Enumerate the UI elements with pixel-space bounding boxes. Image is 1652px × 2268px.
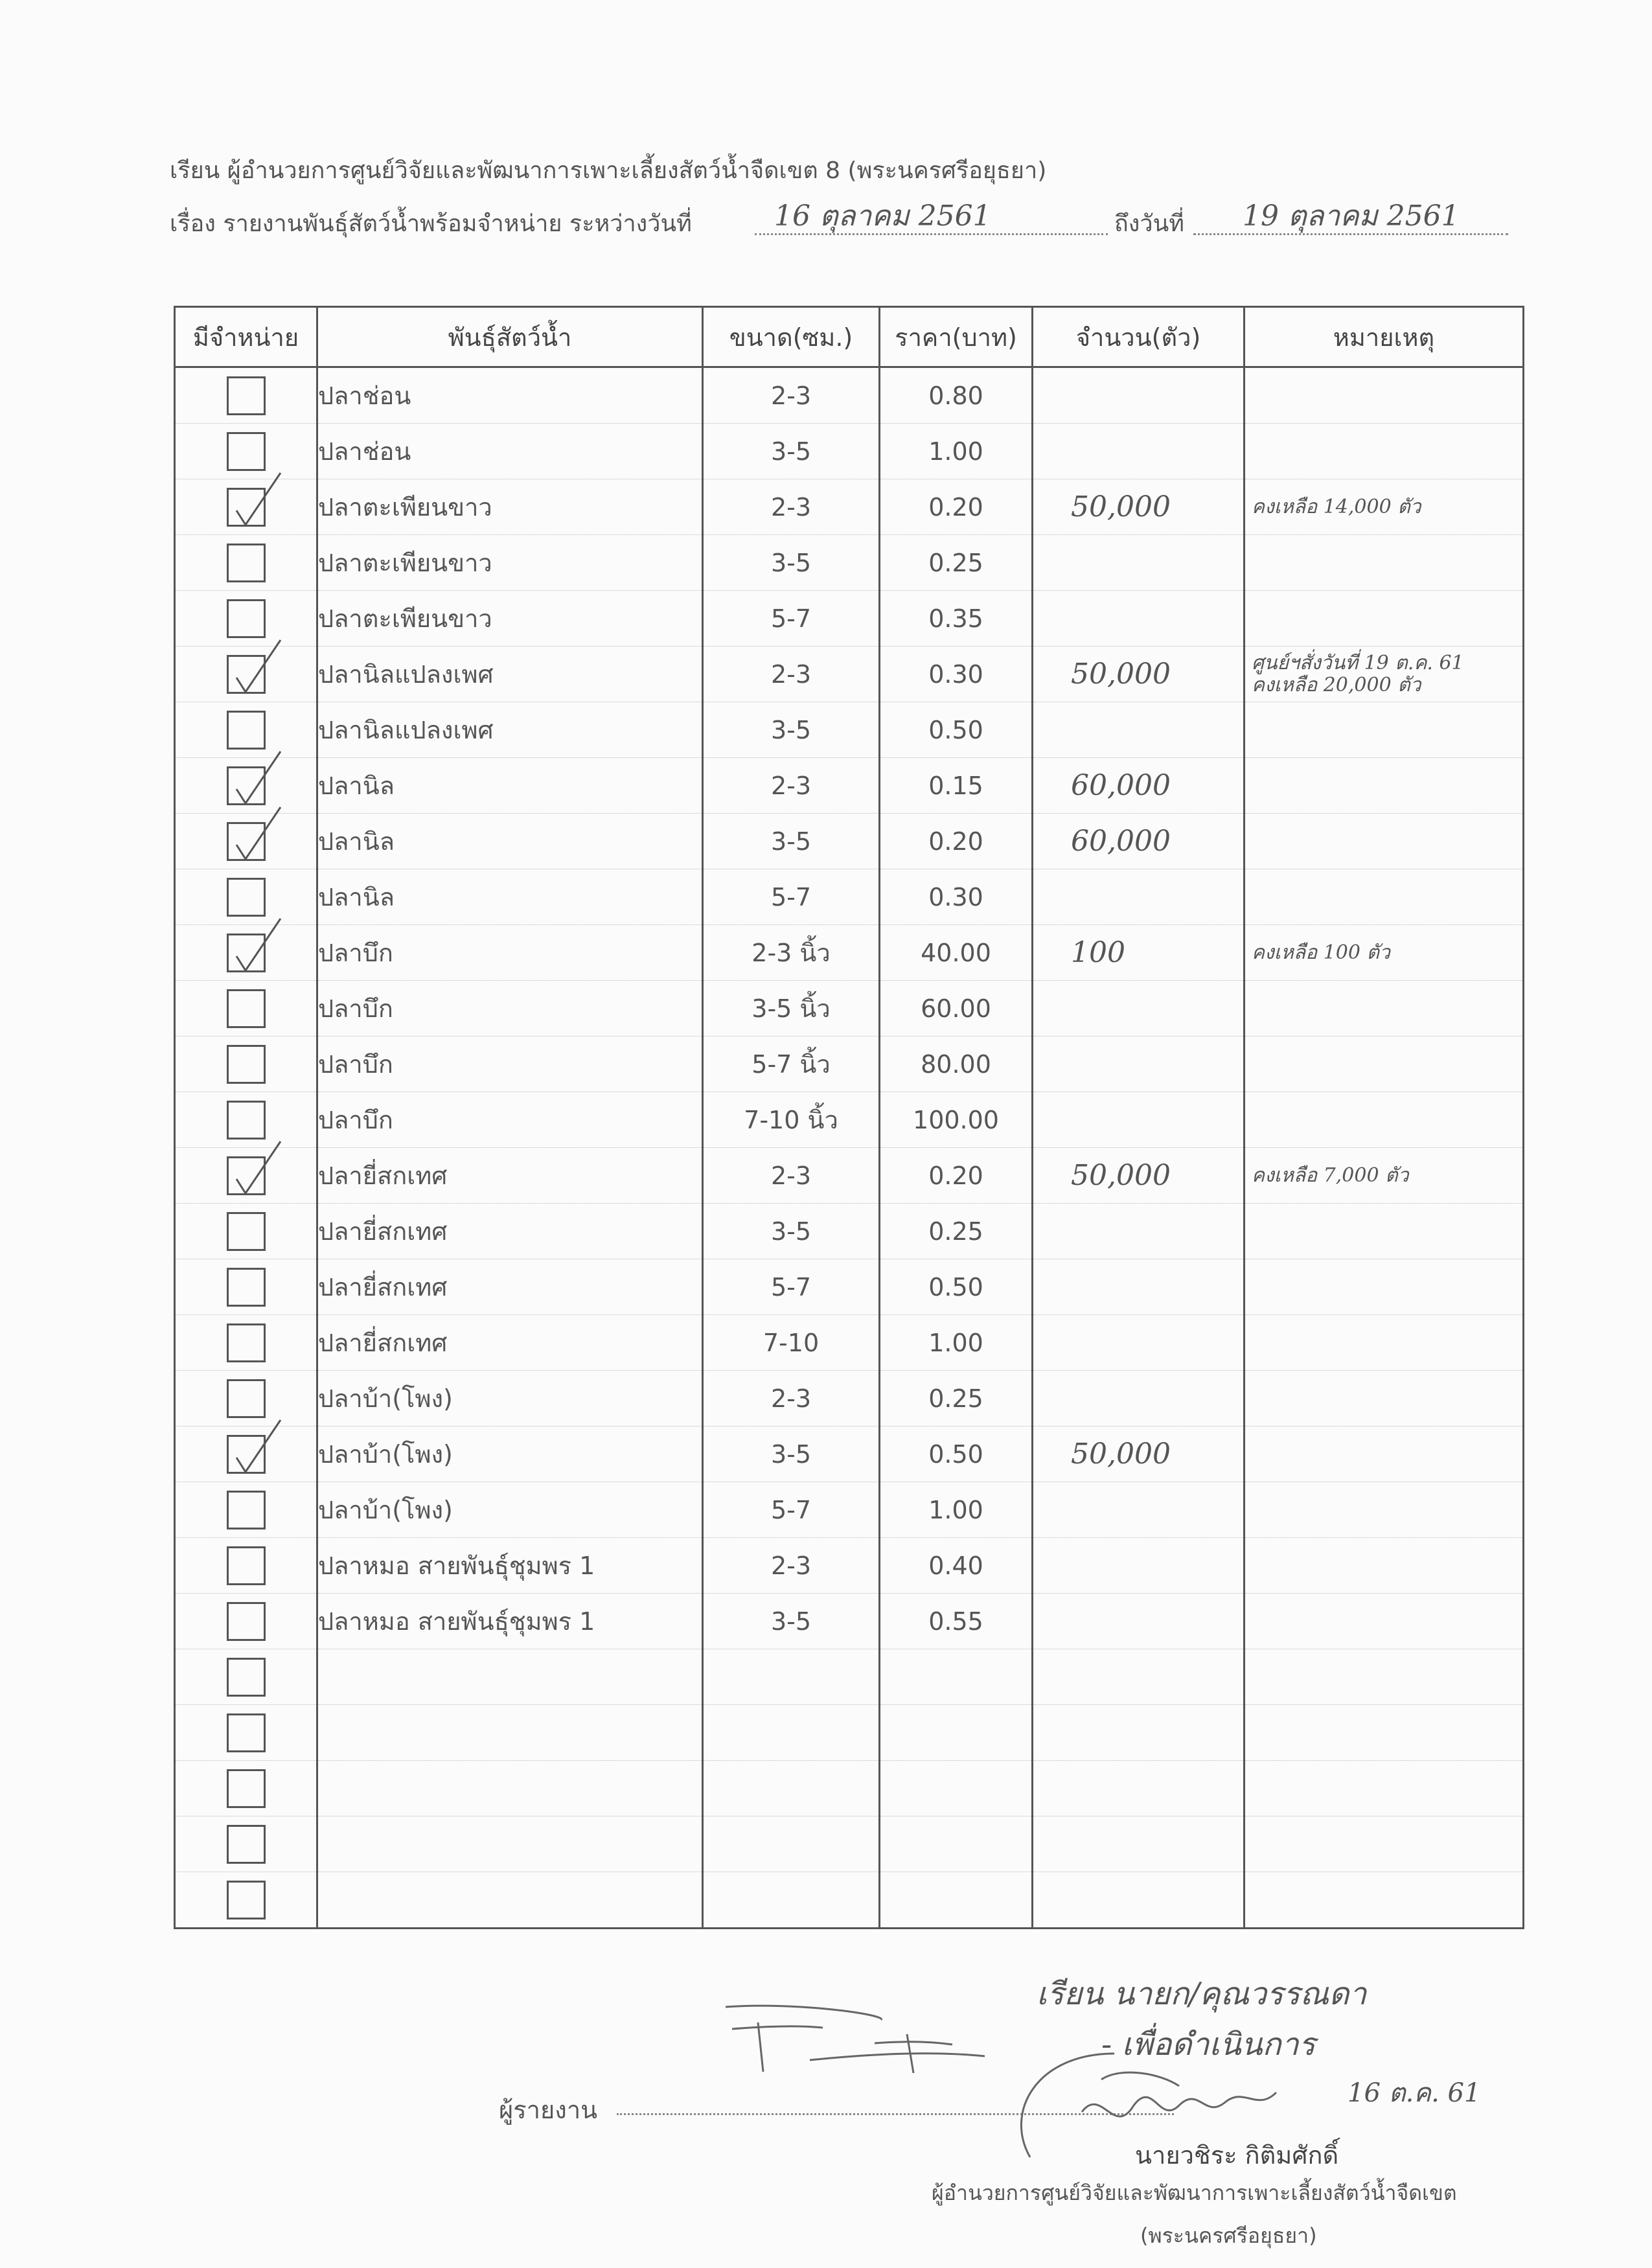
quantity-cell — [1033, 479, 1245, 535]
quantity-handwritten — [1033, 1660, 1071, 1693]
quantity-cell — [1033, 1204, 1245, 1259]
remarks-handwritten: คงเหลือ 7,000 ตัว — [1252, 1163, 1409, 1187]
quantity-handwritten — [1033, 1048, 1071, 1081]
remarks-cell — [1245, 1259, 1524, 1315]
checkmark-icon — [233, 470, 284, 533]
remarks-cell — [1245, 1482, 1524, 1538]
quantity-cell — [1033, 1594, 1245, 1649]
table-row — [175, 479, 1524, 535]
table-row — [175, 1426, 1524, 1482]
table-row — [175, 1037, 1524, 1092]
availability-checkbox[interactable] — [227, 878, 266, 917]
quantity-cell — [1033, 869, 1245, 925]
availability-cell — [175, 1426, 317, 1482]
quantity-cell — [1033, 591, 1245, 647]
availability-checkbox[interactable] — [227, 1323, 266, 1362]
species-cell: ปลายี่สกเทศ — [317, 1259, 703, 1315]
size-cell: 3-5 นิ้ว — [703, 981, 880, 1037]
price-cell — [880, 1816, 1033, 1872]
availability-checkbox[interactable] — [227, 1156, 266, 1195]
quantity-handwritten — [1033, 1215, 1071, 1248]
table-header-row — [175, 307, 1524, 367]
size-cell: 2-3 — [703, 367, 880, 424]
availability-cell — [175, 1816, 317, 1872]
size-cell: 3-5 — [703, 1594, 880, 1649]
quantity-cell — [1033, 1259, 1245, 1315]
quantity-cell — [1033, 925, 1245, 981]
species-cell: ปลาหมอ สายพันธุ์ชุมพร 1 — [317, 1594, 703, 1649]
date-to-label: ถึงวันที่ — [1114, 211, 1184, 237]
availability-cell — [175, 1705, 317, 1761]
quantity-cell — [1033, 1872, 1245, 1929]
availability-checkbox[interactable] — [227, 1658, 266, 1697]
size-cell — [703, 1872, 880, 1929]
species-cell: ปลาบ้า(โพง) — [317, 1371, 703, 1426]
quantity-handwritten — [1033, 1827, 1071, 1861]
availability-cell — [175, 535, 317, 591]
reporter-label: ผู้รายงาน — [499, 2096, 598, 2124]
remarks-cell — [1245, 1037, 1524, 1092]
price-cell: 0.50 — [880, 702, 1033, 758]
size-cell — [703, 1705, 880, 1761]
species-cell: ปลาช่อน — [317, 367, 703, 424]
species-cell: ปลาตะเพียนขาว — [317, 479, 703, 535]
availability-cell — [175, 1649, 317, 1705]
remarks-handwritten-line2: คงเหลือ 20,000 ตัว — [1252, 673, 1421, 696]
table-row — [175, 758, 1524, 814]
quantity-cell — [1033, 1705, 1245, 1761]
date-from-value: 16 ตุลาคม 2561 — [774, 200, 991, 233]
remarks-cell — [1245, 925, 1524, 981]
remarks-cell — [1245, 1816, 1524, 1872]
remarks-handwritten: คงเหลือ 14,000 ตัว — [1252, 495, 1421, 518]
availability-checkbox[interactable] — [227, 1268, 266, 1307]
subject-prefix: เรื่อง รายงานพันธุ์สัตว์น้ำพร้อมจำหน่าย ระหว่างวันที่ — [170, 211, 692, 237]
availability-cell — [175, 869, 317, 925]
quantity-handwritten: 50,000 — [1071, 1159, 1171, 1192]
quantity-cell — [1033, 702, 1245, 758]
availability-checkbox[interactable] — [227, 822, 266, 861]
checkmark-icon — [233, 1417, 284, 1480]
quantity-cell — [1033, 647, 1245, 702]
table-row — [175, 1705, 1524, 1761]
quantity-cell — [1033, 1482, 1245, 1538]
availability-cell — [175, 1092, 317, 1148]
size-cell: 3-5 — [703, 814, 880, 869]
remarks-cell — [1245, 1426, 1524, 1482]
quantity-handwritten: 60,000 — [1071, 769, 1171, 802]
remarks-cell — [1245, 1649, 1524, 1705]
availability-checkbox[interactable] — [227, 1881, 266, 1919]
availability-checkbox[interactable] — [227, 376, 266, 415]
species-cell: ปลานิล — [317, 758, 703, 814]
species-cell: ปลาหมอ สายพันธุ์ชุมพร 1 — [317, 1538, 703, 1594]
availability-cell — [175, 1204, 317, 1259]
availability-checkbox[interactable] — [227, 488, 266, 527]
table-row — [175, 1649, 1524, 1705]
remarks-cell — [1245, 1371, 1524, 1426]
reporter-dotted-line — [617, 2113, 1174, 2115]
quantity-handwritten — [1033, 1493, 1071, 1526]
availability-checkbox[interactable] — [227, 711, 266, 750]
species-cell: ปลาตะเพียนขาว — [317, 535, 703, 591]
availability-checkbox[interactable] — [227, 1435, 266, 1474]
price-cell: 80.00 — [880, 1037, 1033, 1092]
table-row — [175, 1371, 1524, 1426]
price-cell: 0.25 — [880, 1371, 1033, 1426]
remarks-cell — [1245, 424, 1524, 479]
price-cell: 0.80 — [880, 367, 1033, 424]
quantity-handwritten: 50,000 — [1071, 658, 1171, 691]
size-cell: 2-3 — [703, 1538, 880, 1594]
availability-checkbox[interactable] — [227, 544, 266, 582]
price-cell: 0.20 — [880, 814, 1033, 869]
size-cell: 5-7 — [703, 1482, 880, 1538]
subject-line — [170, 205, 692, 242]
availability-checkbox[interactable] — [227, 432, 266, 471]
remarks-cell — [1245, 535, 1524, 591]
size-cell: 2-3 — [703, 1371, 880, 1426]
availability-cell — [175, 1761, 317, 1816]
size-cell: 5-7 นิ้ว — [703, 1037, 880, 1092]
quantity-handwritten — [1033, 1605, 1071, 1638]
checkmark-icon — [233, 805, 284, 867]
availability-cell — [175, 1482, 317, 1538]
quantity-cell — [1033, 1649, 1245, 1705]
remarks-cell — [1245, 1204, 1524, 1259]
availability-checkbox[interactable] — [227, 989, 266, 1028]
table-row — [175, 1092, 1524, 1148]
species-cell: ปลานิลแปลงเพศ — [317, 647, 703, 702]
availability-cell — [175, 925, 317, 981]
quantity-handwritten — [1033, 992, 1071, 1025]
availability-checkbox[interactable] — [227, 1769, 266, 1808]
price-cell: 0.25 — [880, 1204, 1033, 1259]
size-cell — [703, 1816, 880, 1872]
availability-checkbox[interactable] — [227, 655, 266, 694]
quantity-cell — [1033, 1816, 1245, 1872]
table-row — [175, 1482, 1524, 1538]
remarks-handwritten: ศูนย์ฯสั่งวันที่ 19 ต.ค. 61 — [1252, 651, 1464, 674]
availability-cell — [175, 367, 317, 424]
checkmark-icon — [233, 749, 284, 811]
species-cell: ปลานิล — [317, 869, 703, 925]
price-cell: 1.00 — [880, 1482, 1033, 1538]
table-row — [175, 1204, 1524, 1259]
availability-checkbox[interactable] — [227, 1713, 266, 1752]
quantity-handwritten — [1033, 1382, 1071, 1415]
availability-cell — [175, 758, 317, 814]
price-cell — [880, 1761, 1033, 1816]
remarks-cell — [1245, 1705, 1524, 1761]
table-row — [175, 1594, 1524, 1649]
species-cell — [317, 1872, 703, 1929]
quantity-handwritten: 100 — [1071, 936, 1125, 969]
availability-cell — [175, 1538, 317, 1594]
size-cell: 5-7 — [703, 591, 880, 647]
handwritten-memo-line1: เรียน นายก/คุณวรรณดา — [1037, 1976, 1367, 2012]
quantity-cell — [1033, 1148, 1245, 1204]
table-row — [175, 535, 1524, 591]
species-cell: ปลาบึก — [317, 925, 703, 981]
quantity-cell — [1033, 1092, 1245, 1148]
table-body — [175, 367, 1524, 1929]
price-cell: 1.00 — [880, 1315, 1033, 1371]
header-quantity: จำนวน(ตัว) — [1033, 307, 1245, 367]
reporter-signature-icon — [719, 1989, 991, 2086]
price-cell: 40.00 — [880, 925, 1033, 981]
remarks-cell — [1245, 591, 1524, 647]
price-cell — [880, 1872, 1033, 1929]
availability-checkbox[interactable] — [227, 1491, 266, 1529]
checkmark-icon — [233, 637, 284, 700]
quantity-handwritten: 50,000 — [1071, 1438, 1171, 1471]
quantity-cell — [1033, 1371, 1245, 1426]
availability-cell — [175, 424, 317, 479]
availability-cell — [175, 1371, 317, 1426]
price-cell: 0.25 — [880, 535, 1033, 591]
species-cell: ปลาบึก — [317, 1037, 703, 1092]
remarks-cell — [1245, 479, 1524, 535]
table-row — [175, 591, 1524, 647]
quantity-handwritten — [1033, 1772, 1071, 1805]
price-cell: 1.00 — [880, 424, 1033, 479]
quantity-handwritten — [1033, 1883, 1071, 1916]
table-row — [175, 424, 1524, 479]
availability-cell — [175, 1259, 317, 1315]
size-cell: 2-3 — [703, 758, 880, 814]
quantity-cell — [1033, 1315, 1245, 1371]
availability-checkbox[interactable] — [227, 1825, 266, 1864]
checkmark-icon — [233, 916, 284, 978]
availability-checkbox[interactable] — [227, 1379, 266, 1418]
species-cell: ปลานิลแปลงเพศ — [317, 702, 703, 758]
size-cell: 3-5 — [703, 424, 880, 479]
quantity-cell — [1033, 367, 1245, 424]
size-cell: 7-10 — [703, 1315, 880, 1371]
table-row — [175, 1761, 1524, 1816]
remarks-cell — [1245, 814, 1524, 869]
size-cell: 3-5 — [703, 1204, 880, 1259]
species-cell: ปลาบึก — [317, 981, 703, 1037]
price-cell: 0.20 — [880, 1148, 1033, 1204]
price-cell: 100.00 — [880, 1092, 1033, 1148]
availability-checkbox[interactable] — [227, 1602, 266, 1641]
table-row — [175, 647, 1524, 702]
remarks-cell — [1245, 1315, 1524, 1371]
table-row — [175, 1315, 1524, 1371]
price-cell: 0.55 — [880, 1594, 1033, 1649]
availability-checkbox[interactable] — [227, 766, 266, 805]
size-cell — [703, 1649, 880, 1705]
remarks-cell — [1245, 981, 1524, 1037]
quantity-handwritten — [1033, 435, 1071, 468]
price-cell — [880, 1649, 1033, 1705]
species-cell: ปลายี่สกเทศ — [317, 1315, 703, 1371]
header-size: ขนาด(ซม.) — [703, 307, 880, 367]
remarks-cell — [1245, 1594, 1524, 1649]
table-row — [175, 981, 1524, 1037]
availability-cell — [175, 1148, 317, 1204]
availability-checkbox[interactable] — [227, 1101, 266, 1140]
quantity-handwritten — [1033, 1103, 1071, 1136]
addressee-line: เรียน ผู้อำนวยการศูนย์วิจัยและพัฒนาการเพาะเลี้ยงสัตว์น้ำจืดเขต 8 (พระนครศรีอยุธยา) — [170, 157, 1047, 184]
species-cell: ปลาตะเพียนขาว — [317, 591, 703, 647]
quantity-cell — [1033, 1037, 1245, 1092]
size-cell: 2-3 — [703, 647, 880, 702]
availability-cell — [175, 1315, 317, 1371]
availability-checkbox[interactable] — [227, 1546, 266, 1585]
quantity-handwritten: 50,000 — [1071, 490, 1171, 523]
quantity-handwritten — [1033, 1549, 1071, 1582]
table-row — [175, 1148, 1524, 1204]
quantity-handwritten: 60,000 — [1071, 825, 1171, 858]
species-cell — [317, 1816, 703, 1872]
quantity-cell — [1033, 1538, 1245, 1594]
quantity-cell — [1033, 535, 1245, 591]
date-to-value: 19 ตุลาคม 2561 — [1243, 200, 1460, 233]
size-cell: 5-7 — [703, 1259, 880, 1315]
species-cell: ปลายี่สกเทศ — [317, 1148, 703, 1204]
quantity-cell — [1033, 814, 1245, 869]
remarks-cell — [1245, 1092, 1524, 1148]
availability-cell — [175, 1872, 317, 1929]
species-cell — [317, 1705, 703, 1761]
remarks-cell — [1245, 758, 1524, 814]
remarks-cell — [1245, 367, 1524, 424]
handwritten-memo-line2: - เพื่อดำเนินการ — [1101, 2026, 1316, 2063]
availability-checkbox[interactable] — [227, 1212, 266, 1251]
price-cell: 0.35 — [880, 591, 1033, 647]
availability-cell — [175, 981, 317, 1037]
fish-availability-table — [174, 306, 1524, 1929]
table-row — [175, 925, 1524, 981]
availability-checkbox[interactable] — [227, 934, 266, 972]
remarks-cell — [1245, 702, 1524, 758]
signer-name: นายวชิระ กิติมศักดิ์ — [1135, 2141, 1339, 2170]
table-row — [175, 1259, 1524, 1315]
table-row — [175, 814, 1524, 869]
availability-cell — [175, 647, 317, 702]
remarks-handwritten: คงเหลือ 100 ตัว — [1252, 941, 1390, 964]
availability-cell — [175, 702, 317, 758]
species-cell: ปลายี่สกเทศ — [317, 1204, 703, 1259]
size-cell — [703, 1761, 880, 1816]
species-cell: ปลาบึก — [317, 1092, 703, 1148]
remarks-cell — [1245, 647, 1524, 702]
signer-organization: (พระนครศรีอยุธยา) — [1140, 2223, 1317, 2248]
quantity-cell — [1033, 1426, 1245, 1482]
table-row — [175, 367, 1524, 424]
header-price: ราคา(บาท) — [880, 307, 1033, 367]
size-cell: 2-3 — [703, 479, 880, 535]
remarks-cell — [1245, 869, 1524, 925]
size-cell: 3-5 — [703, 702, 880, 758]
quantity-handwritten — [1033, 602, 1071, 635]
header-available: มีจำหน่าย — [175, 307, 317, 367]
price-cell: 0.20 — [880, 479, 1033, 535]
quantity-cell — [1033, 424, 1245, 479]
price-cell: 0.30 — [880, 869, 1033, 925]
size-cell: 2-3 นิ้ว — [703, 925, 880, 981]
header-remarks: หมายเหตุ — [1245, 307, 1524, 367]
size-cell: 5-7 — [703, 869, 880, 925]
size-cell: 3-5 — [703, 1426, 880, 1482]
availability-checkbox[interactable] — [227, 1045, 266, 1084]
quantity-handwritten — [1033, 379, 1071, 412]
signature-date: 16 ต.ค. 61 — [1348, 2078, 1481, 2108]
price-cell: 0.50 — [880, 1426, 1033, 1482]
price-cell: 0.30 — [880, 647, 1033, 702]
quantity-handwritten — [1033, 1270, 1071, 1303]
species-cell — [317, 1649, 703, 1705]
availability-cell — [175, 814, 317, 869]
quantity-handwritten — [1033, 713, 1071, 746]
signer-position: ผู้อำนวยการศูนย์วิจัยและพัฒนาการเพาะเลี้ยงสัตว์น้ำจืดเขต — [932, 2181, 1457, 2205]
table-row — [175, 1872, 1524, 1929]
species-cell: ปลาบ้า(โพง) — [317, 1482, 703, 1538]
availability-cell — [175, 1037, 317, 1092]
size-cell: 7-10 นิ้ว — [703, 1092, 880, 1148]
table-row — [175, 1538, 1524, 1594]
quantity-cell — [1033, 1761, 1245, 1816]
quantity-handwritten — [1033, 880, 1071, 913]
availability-cell — [175, 591, 317, 647]
size-cell: 2-3 — [703, 1148, 880, 1204]
quantity-handwritten — [1033, 546, 1071, 579]
size-cell: 3-5 — [703, 535, 880, 591]
availability-checkbox[interactable] — [227, 599, 266, 638]
checkmark-icon — [233, 1139, 284, 1201]
availability-cell — [175, 479, 317, 535]
price-cell: 60.00 — [880, 981, 1033, 1037]
price-cell: 0.15 — [880, 758, 1033, 814]
availability-cell — [175, 1594, 317, 1649]
remarks-cell — [1245, 1538, 1524, 1594]
price-cell — [880, 1705, 1033, 1761]
species-cell — [317, 1761, 703, 1816]
species-cell: ปลาบ้า(โพง) — [317, 1426, 703, 1482]
table-row — [175, 702, 1524, 758]
price-cell: 0.40 — [880, 1538, 1033, 1594]
quantity-cell — [1033, 758, 1245, 814]
header-species: พันธุ์สัตว์น้ำ — [317, 307, 703, 367]
quantity-cell — [1033, 981, 1245, 1037]
species-cell: ปลาช่อน — [317, 424, 703, 479]
table-row — [175, 869, 1524, 925]
quantity-handwritten — [1033, 1716, 1071, 1749]
remarks-cell — [1245, 1761, 1524, 1816]
remarks-cell — [1245, 1148, 1524, 1204]
remarks-cell — [1245, 1872, 1524, 1929]
quantity-handwritten — [1033, 1326, 1071, 1359]
price-cell: 0.50 — [880, 1259, 1033, 1315]
species-cell: ปลานิล — [317, 814, 703, 869]
table-row — [175, 1816, 1524, 1872]
